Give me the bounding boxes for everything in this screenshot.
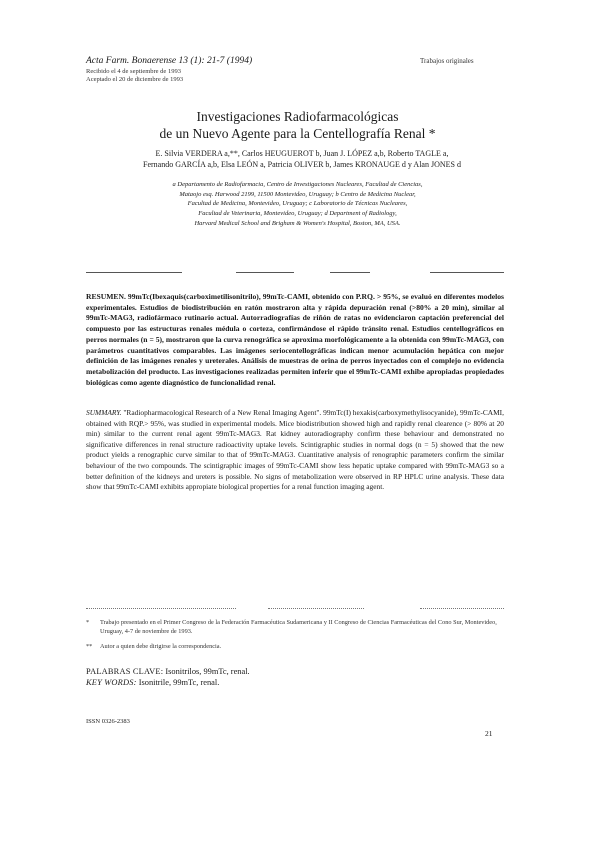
footnote-marker: *: [86, 619, 90, 626]
abstract-english: [86, 408, 504, 493]
received-date: Recibido el 4 de septiembre de 1993: [86, 68, 181, 75]
keywords-en-value: Isonitrile, 99mTc, renal.: [138, 678, 220, 687]
affiliation-line: Facultad de Medicina, Montevideo, Uruguay; c Laboratorio de Técnicas Nucleares,: [187, 200, 408, 208]
author-list: [82, 148, 522, 170]
footnote-text: Autor a quien debe dirigirse la correspondencia.: [100, 643, 222, 650]
keywords: [86, 666, 250, 688]
divider-rule: [236, 272, 294, 273]
affiliation-line: Facultad de Veterinaria, Montevideo, Uruguay; d Department of Radiology,: [198, 210, 397, 218]
footnote-marker: **: [86, 643, 93, 650]
affiliation-line: a Departamento de Radiofarmacia, Centro de Investigaciones Nucleares, Facultad de Ciencias,: [172, 181, 423, 188]
footnote: [86, 618, 506, 636]
abstract-spanish: [86, 292, 504, 388]
keywords-es: [86, 666, 250, 677]
keywords-es-value: Isonitrilos, 99mTc, renal.: [165, 667, 250, 676]
footnote: [86, 642, 506, 651]
page-number: 21: [485, 729, 493, 738]
abstract-label: RESUMEN.: [86, 292, 126, 301]
section-label: Trabajos originales: [420, 57, 474, 65]
authors-line-1: E. Silvia VERDERA a,**, Carlos HEUGUEROT b, Juan J. LÓPEZ a,b, Roberto TAGLE a,: [155, 149, 449, 158]
footnote-rule: [86, 608, 236, 609]
received-dates: [86, 68, 183, 83]
authors-line-2: Fernando GARCÍA a,b, Elsa LEÓN a, Patricia OLIVER b, James KRONAUGE d y Alan JONES d: [143, 160, 461, 169]
affiliation-line: Harvard Medical School and Brigham & Women's Hospital, Boston, MA, USA.: [194, 219, 401, 227]
footnote-rule: [420, 608, 504, 609]
issn: ISSN 0326-2383: [86, 718, 130, 725]
title-line-1: Investigaciones Radiofarmacológicas: [196, 109, 399, 124]
keywords-en-label: KEY WORDS:: [86, 678, 137, 687]
divider-rule: [86, 272, 182, 273]
summary-body: "Radiopharmacological Research of a New Renal Imaging Agent". 99mTc(I) hexakis(carboxymethylisocyanide), 99mTc-CAMI, obtained with RQP.> 95%, was studied in experimental models. Mice biodistribution showed high and rapidly renal clearence (> 80% at 20 min) similar to the current renal agent 99mTc-MAG3. Rat kidney autoradiography confirm these behaviour and demonstrated no significative differences in renal structure radioactivity uptake levels. Scintigraphic studies in normal dogs (n = 5) showed that the new product yields a renographic curve similar to that of 99mTc-MAG3. Cuantitative analysis of renographic parameters confirm the similar behaviour of the two compounds. The scintigraphic images of 99mTc-CAMI show less hepatic uptake compared with 99mTc-MAG3 so a better definition of the kidneys and ureters is possible. No signs of metabolization were observed in RP HPLC urine analysis. These data show that 99mTc-CAMI exhibits appropiate biological properties for a renal function imaging agent.: [86, 408, 504, 492]
accepted-date: Aceptado el 20 de diciembre de 1993: [86, 75, 184, 83]
summary-label: SUMMARY.: [86, 408, 122, 417]
journal-citation: Acta Farm. Bonaerense 13 (1): 21-7 (1994): [86, 56, 253, 66]
keywords-es-label: PALABRAS CLAVE:: [86, 667, 164, 676]
affiliation-line: Mataojo esq. Harwood 2199, 11500 Montevideo, Uruguay; b Centro de Medicina Nuclear,: [179, 190, 416, 198]
abstract-body: 99mTc(Ibexaquis(carboximetilisonitrilo), 99mTc-CAMI, obtenido con P.RQ. > 95%, se evaluó en diferentes modelos experimentales. Estudios de biodistribución en ratón mostraron alta y rápida depuración renal (>80% a 20 min), similar al 99mTc-MAG3, radiofármaco rutinario actual. Autorradiografías de riñón de ratas no evidenciaron captación preferencial del compuesto por las estructuras renales médula o corteza, confirmándose el rápido tránsito renal. Estudios centellográficos en perros normales (n = 5), mostraron que la curva renográfica se aproxima morfológicamente a la obtenida con 99mTc-MAG3, con parámetros cuantitativos comparables. Las imágenes seriocentellográficas indican menor acumulación hepática con mejor definición de las imágenes renales y ureterales. Análisis de muestras de orina de perros inyectados con el complejo no evidencia metabolización del producto. Las investigaciones realizadas permiten inferir que el 99mTc-CAMI exhibe apropiadas propiedades biológicas como agente diagnóstico de funcionalidad renal.: [86, 292, 504, 387]
paper-title: [0, 108, 595, 142]
divider-rule: [330, 272, 370, 273]
affiliations: [100, 180, 495, 229]
footnote-text: Trabajo presentado en el Primer Congreso de la Federación Farmacéutica Sudamericana y II Congreso de Ciencias Farmacéuticas del Cono Sur, Montevideo, Uruguay, 4-7 de noviembre de 1993.: [100, 619, 497, 635]
keywords-en: [86, 677, 250, 688]
divider-rule: [430, 272, 504, 273]
footnote-rule: [268, 608, 364, 609]
title-line-2: de un Nuevo Agente para la Centellografía Renal *: [159, 126, 436, 141]
